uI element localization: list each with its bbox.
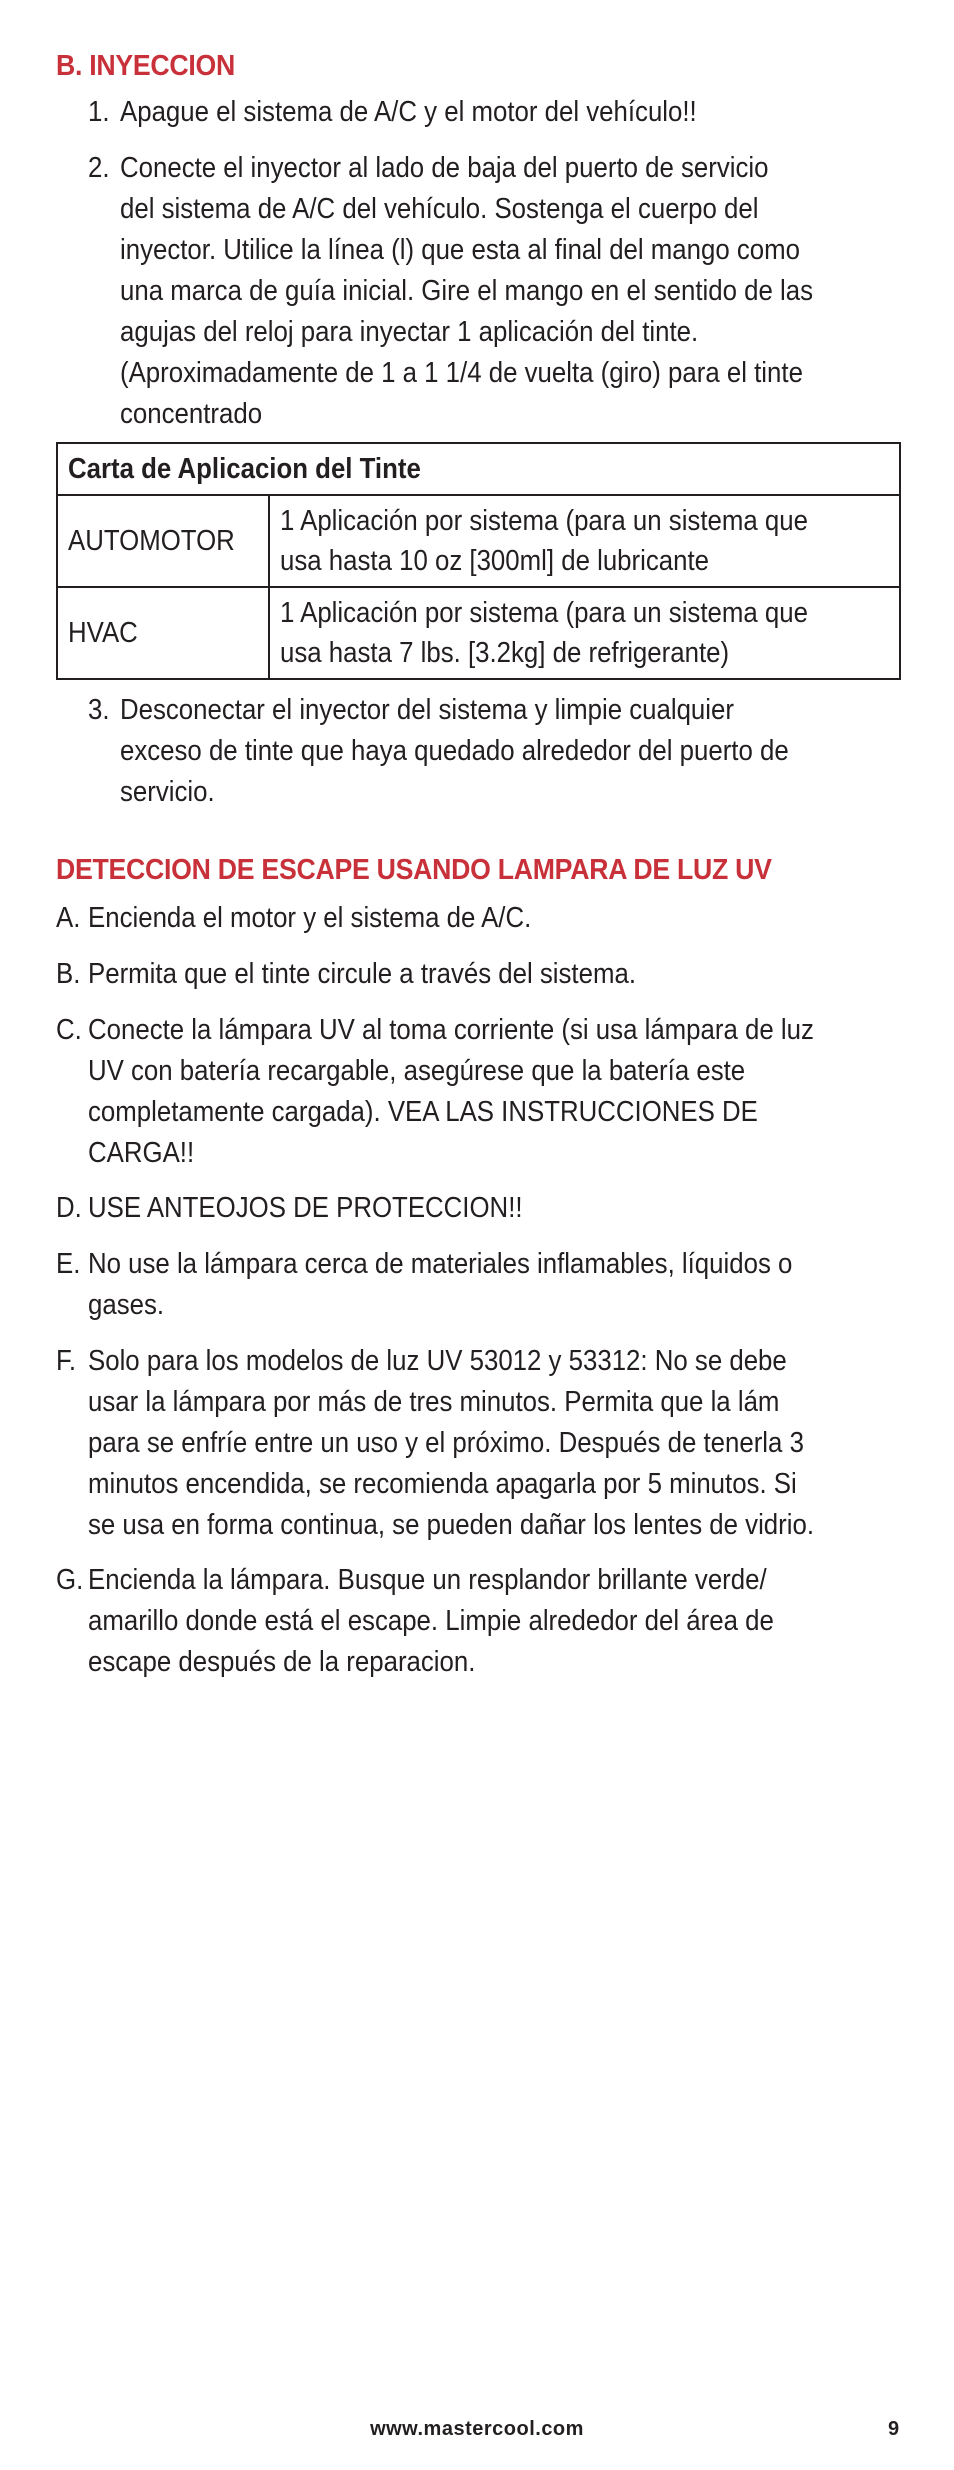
item-text-line: para se enfríe entre un uso y el próximo. Después de tenerla 3: [88, 1427, 804, 1459]
section-b-heading: B. INYECCION: [56, 50, 236, 82]
item-text-line: minutos encendida, se recomienda apagarla por 5 minutos. Si: [88, 1468, 797, 1500]
step-number: 3.: [88, 694, 110, 726]
item-letter: A.: [56, 902, 81, 934]
uv-item-e: [56, 1244, 906, 1326]
step-number: 1.: [88, 96, 110, 128]
page-number: 9: [888, 2418, 900, 2440]
item-text-line: gases.: [88, 1289, 165, 1321]
item-letter: E.: [56, 1248, 81, 1280]
uv-item-a: [56, 898, 906, 939]
footer-website: www.mastercool.com: [370, 2418, 584, 2440]
row-label: HVAC: [57, 587, 269, 679]
item-text-line: completamente cargada). VEA LAS INSTRUCCIONES DE: [88, 1096, 758, 1128]
step-text-line: agujas del reloj para inyectar 1 aplicación del tinte.: [120, 316, 699, 348]
step-1: [88, 92, 898, 133]
step-text-line: inyector. Utilice la línea (l) que esta al final del mango como: [120, 234, 801, 266]
step-text-line: (Aproximadamente de 1 a 1 1/4 de vuelta (giro) para el tinte: [120, 357, 803, 389]
table-row: [57, 495, 900, 587]
chart-title: Carta de Aplicacion del Tinte: [57, 443, 900, 495]
item-text-line: CARGA!!: [88, 1137, 195, 1169]
item-text-line: usar la lámpara por más de tres minutos. Permita que la lám: [88, 1386, 780, 1418]
step-text-line: del sistema de A/C del vehículo. Sostenga el cuerpo del: [120, 193, 759, 225]
item-letter: C.: [56, 1014, 82, 1046]
item-text-line: se usa en forma continua, se pueden dañar los lentes de vidrio.: [88, 1509, 815, 1541]
step-number: 2.: [88, 152, 110, 184]
step-text-line: exceso de tinte que haya quedado alrededor del puerto de: [120, 735, 789, 767]
item-text-line: USE ANTEOJOS DE PROTECCION!!: [88, 1192, 523, 1224]
item-text-line: UV con batería recargable, asegúrese que la batería este: [88, 1055, 746, 1087]
table-row: [57, 587, 900, 679]
uv-item-c: [56, 1010, 906, 1174]
item-text-line: Encienda la lámpara. Busque un resplandor brillante verde/: [88, 1564, 767, 1596]
step-text-line: concentrado: [120, 398, 263, 430]
item-text-line: Encienda el motor y el sistema de A/C.: [88, 902, 532, 934]
step-text-line: Apague el sistema de A/C y el motor del vehículo!!: [120, 96, 697, 128]
item-text-line: Conecte la lámpara UV al toma corriente (si usa lámpara de luz: [88, 1014, 814, 1046]
item-letter: B.: [56, 958, 81, 990]
uv-section-heading: DETECCION DE ESCAPE USANDO LAMPARA DE LUZ UV: [56, 854, 772, 886]
item-letter: F.: [56, 1345, 77, 1377]
item-letter: G.: [56, 1564, 84, 1596]
step-text-line: Desconectar el inyector del sistema y limpie cualquier: [120, 694, 734, 726]
uv-item-b: [56, 954, 906, 995]
row-label: AUTOMOTOR: [57, 495, 269, 587]
row-value: 1 Aplicación por sistema (para un sistema que usa hasta 10 oz [300ml] de lubricante: [269, 495, 900, 587]
uv-item-f: [56, 1341, 906, 1546]
item-text-line: amarillo donde está el escape. Limpie alrededor del área de: [88, 1605, 774, 1637]
item-text-line: Solo para los modelos de luz UV 53012 y 53312: No se debe: [88, 1345, 787, 1377]
item-text-line: Permita que el tinte circule a través del sistema.: [88, 958, 636, 990]
row-value: 1 Aplicación por sistema (para un sistema que usa hasta 7 lbs. [3.2kg] de refrigerante): [269, 587, 900, 679]
dye-application-chart: [56, 442, 901, 680]
step-3: [88, 690, 898, 813]
step-2: [88, 148, 898, 435]
step-text-line: una marca de guía inicial. Gire el mango en el sentido de las: [120, 275, 813, 307]
item-text-line: No use la lámpara cerca de materiales inflamables, líquidos o: [88, 1248, 793, 1280]
uv-item-g: [56, 1560, 906, 1683]
uv-item-d: [56, 1188, 906, 1229]
step-text-line: servicio.: [120, 776, 215, 808]
step-text-line: Conecte el inyector al lado de baja del puerto de servicio: [120, 152, 769, 184]
item-text-line: escape después de la reparacion.: [88, 1646, 476, 1678]
item-letter: D.: [56, 1192, 82, 1224]
